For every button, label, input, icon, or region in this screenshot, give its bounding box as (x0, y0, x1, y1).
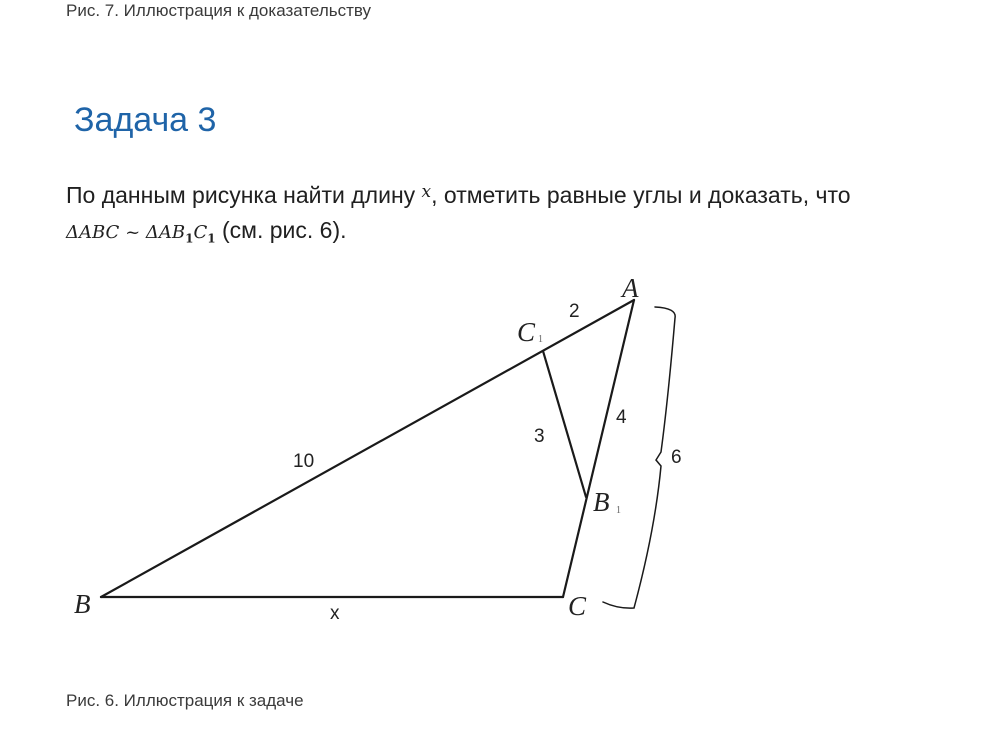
brace-AC (603, 307, 675, 608)
formula-right-base: ΔAB (145, 222, 186, 243)
length-AB1: 4 (616, 407, 627, 428)
label-C: C (568, 591, 587, 621)
length-AC1: 2 (569, 301, 580, 322)
label-C1: C (517, 317, 536, 347)
label-B1-index: 1 (616, 505, 621, 516)
label-B1: B (593, 487, 610, 517)
length-BC1: 10 (293, 451, 315, 472)
similar-sign: ~ (119, 222, 146, 243)
formula-right-mid: C (193, 222, 208, 243)
formula-right-sub1: 1 (185, 231, 194, 246)
task-text-part-2: , отметить равные углы и доказать, что (431, 182, 851, 208)
segment-C1B1 (543, 351, 586, 497)
task-text-end: (см. рис. 6). (215, 217, 347, 243)
label-B: B (74, 589, 91, 619)
side-BA (101, 300, 634, 597)
task-heading: Задача 3 (74, 101, 217, 139)
label-C1-index: 1 (538, 334, 543, 345)
length-B1C1: 3 (534, 426, 545, 447)
length-BC: x (330, 603, 340, 624)
previous-figure-caption: Рис. 7. Иллюстрация к доказательству (66, 1, 372, 20)
formula-left: ΔABC (66, 222, 120, 243)
side-AC (563, 300, 634, 597)
length-AC: 6 (671, 447, 682, 468)
label-A: A (622, 273, 639, 303)
formula-right-sub2: 1 (207, 231, 216, 246)
task-text-part-1: По данным рисунка найти длину (66, 182, 422, 208)
task-variable: x (421, 182, 432, 202)
figure-caption: Рис. 6. Иллюстрация к задаче (66, 691, 304, 710)
